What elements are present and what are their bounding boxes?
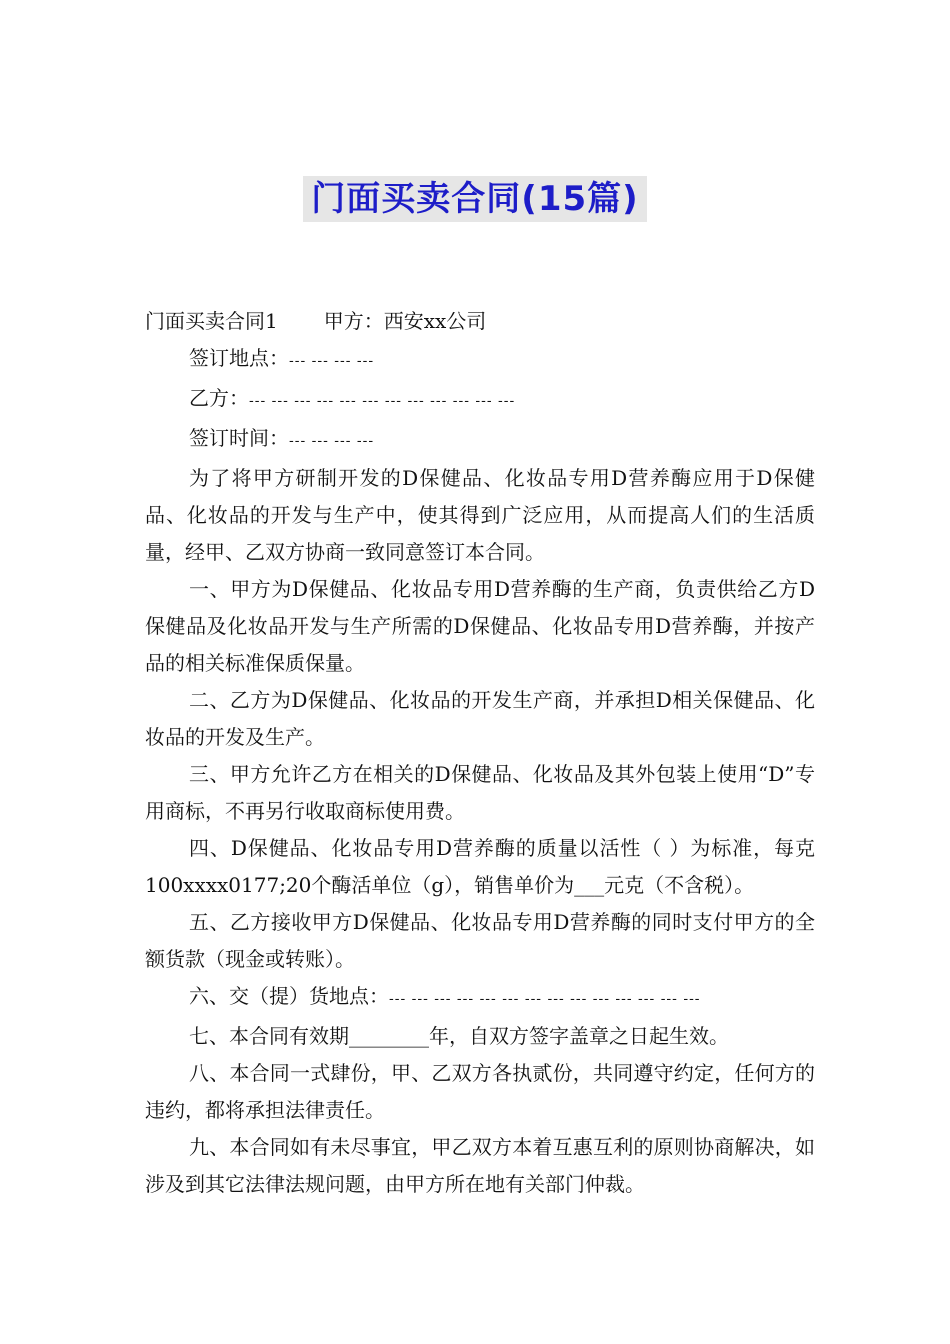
clause-8: 八、本合同一式肆份，甲、乙双方各执贰份，共同遵守约定，任何方的违约，都将承担法律责任。	[145, 1061, 815, 1122]
sign-place-label: 签订地点：	[189, 346, 289, 370]
sign-place-line	[145, 340, 815, 380]
clause-6	[145, 978, 815, 1018]
intro-paragraph: 为了将甲方研制开发的D保健品、化妆品专用D营养酶应用于D保健品、化妆品的开发与生产中，使其得到广泛应用，从而提高人们的生活质量，经甲、乙双方协商一致同意签订本合同。	[145, 466, 815, 564]
party-b-blank: --- --- --- --- --- --- --- --- --- --- --- ---	[249, 393, 516, 409]
sign-time-blank: --- --- --- ---	[289, 433, 375, 449]
title-area	[0, 176, 950, 222]
clause-7-before: 七、本合同有效期	[189, 1024, 349, 1048]
clause-7-after: 年，自双方签字盖章之日起生效。	[429, 1024, 729, 1048]
clause-3: 三、甲方允许乙方在相关的D保健品、化妆品及其外包装上使用“D”专用商标，不再另行收取商标使用费。	[145, 762, 815, 823]
sign-time-label: 签订时间：	[189, 426, 289, 450]
sign-time-line	[145, 420, 815, 460]
clause-6-label: 六、交（提）货地点：	[189, 984, 389, 1008]
contract-number: 门面买卖合同1	[145, 309, 278, 333]
clause-9: 九、本合同如有未尽事宜，甲乙双方本着互惠互利的原则协商解决，如涉及到其它法律法规问题，由甲方所在地有关部门仲裁。	[145, 1135, 815, 1196]
party-b-line	[145, 380, 815, 420]
clause-1: 一、甲方为D保健品、化妆品专用D营养酶的生产商，负责供给乙方D保健品及化妆品开发与生产所需的D保健品、化妆品专用D营养酶，并按产品的相关标准保质保量。	[145, 577, 815, 675]
header-line	[145, 303, 815, 340]
document-body	[145, 303, 815, 1203]
party-a: 甲方：西安xx公司	[323, 309, 487, 333]
clause-5: 五、乙方接收甲方D保健品、化妆品专用D营养酶的同时支付甲方的全额货款（现金或转账）。	[145, 910, 815, 971]
clause-6-blank: --- --- --- --- --- --- --- --- --- --- --- --- --- ---	[389, 991, 701, 1007]
clause-7	[145, 1018, 815, 1055]
clause-7-blank: ________	[349, 1024, 429, 1048]
party-b-label: 乙方：	[189, 386, 249, 410]
clause-2: 二、乙方为D保健品、化妆品的开发生产商，并承担D相关保健品、化妆品的开发及生产。	[145, 688, 815, 749]
sign-place-blank: --- --- --- ---	[289, 353, 375, 369]
document-title: 门面买卖合同(15篇)	[303, 176, 646, 222]
clause-4: 四、D保健品、化妆品专用D营养酶的质量以活性（ ）为标准，每克100xxxx0177;20个酶活单位（g），销售单价为___元克（不含税）。	[145, 836, 815, 897]
